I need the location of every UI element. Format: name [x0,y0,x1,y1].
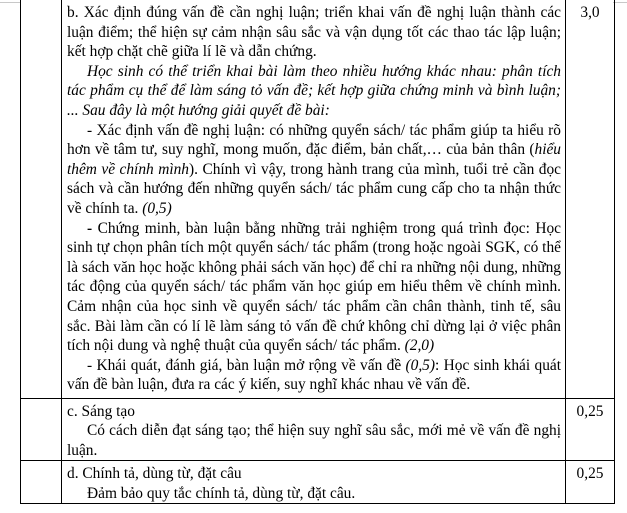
table-row [21,0,615,398]
empty-cell [21,398,62,461]
point-1 [67,121,561,219]
table-row [21,461,615,504]
criteria-cell [62,398,566,461]
score-value: 0,25 [576,402,604,420]
score-cell [566,461,615,504]
criteria-body: Có cách diễn đạt sáng tạo; thể hiện suy nghĩ sâu sắc, mới mẻ về vấn đề nghị luận. [67,422,561,459]
point-1-text-a: - Xác định vấn đề nghị luận: có những quyển sách/ tác phẩm giúp ta hiểu rõ hơn về tâm tư, suy nghĩ, mong muốn, đặc điểm, bản chất,… của bản thân ( [67,121,561,159]
table-row [21,398,615,461]
point-3-text-a: - Khái quát, đánh giá, bàn luận mở rộng về vấn đề [87,356,406,374]
point-3 [67,356,561,395]
guidance-intro: Học sinh có thể triển khai bài làm theo nhiều hướng khác nhau: phân tích tác phẩm cụ thể để làm sáng tỏ vấn đề; kết hợp giữa chứng minh và bình luận; ... Sau đây là một hướng giải quyết đề bài: [67,62,561,119]
criteria-title: d. Chính tả, dùng từ, đặt câu [67,465,242,483]
point-2-dash: - [87,219,93,237]
point-3-text-b: : Học sinh khái quát vấn đề bàn luận, đưa ra các ý kiến, suy nghĩ khác nhau về vấn đề. [67,356,561,394]
empty-cell [21,0,62,398]
score-cell [566,0,615,398]
point-1-score: (0,5) [142,199,172,217]
empty-cell [21,461,62,504]
score-value: 3,0 [580,4,600,21]
score-value: 0,25 [576,465,604,483]
grading-table [20,0,615,504]
criteria-title: b. Xác định đúng vấn đề cần nghị luận; triển khai vấn đề nghị luận thành các luận điểm; thể hiện sự cảm nhận sâu sắc và vận dụng tốt các thao tác lập luận; kết hợp chặt chẽ giữa lí lẽ và dẫn chứng. [67,4,561,61]
criteria-cell [62,461,566,504]
point-1-italic: hiểu thêm về chính mình [67,141,561,178]
criteria-cell [62,0,566,398]
point-1-text-b: ). Chính vì vậy, trong hành trang của mình, tuổi trẻ cần đọc sách và cần hướng đến những quyển sách/ tác phẩm cung cấp cho ta nhận thức về chính ta. [67,160,561,217]
point-2 [67,219,561,356]
page-edge-line-right [613,2,627,3]
criteria-body: Đảm bảo quy tắc chính tả, dùng từ, đặt câu. [87,484,356,502]
score-cell [566,398,615,461]
point-2-score: (2,0) [404,337,435,355]
page-edge-line-left [0,2,20,3]
point-3-score: (0,5) [405,356,436,374]
criteria-title: c. Sáng tạo [67,402,135,420]
point-2-text: Chứng minh, bàn luận bằng những trải nghiệm trong quá trình đọc: Học sinh tự chọn phân tích một quyển sách/ tác phẩm (trong hoặc ngoài SGK, có thể là sách văn học hoặc không phải sách văn học) để chỉ ra những nội dung, những tác động của quyển sách/ tác phẩm văn học giúp em hiểu thêm về chính mình. Cảm nhận của học sinh về quyển sách/ tác phẩm cần chân thành, tinh tế, sâu sắc. Bài làm cần có lí lẽ làm sáng tỏ vấn đề chứ không chỉ dừng lại ở việc phân tích nội dung và nghệ thuật của quyển sách/ tác phẩm. [67,219,561,355]
